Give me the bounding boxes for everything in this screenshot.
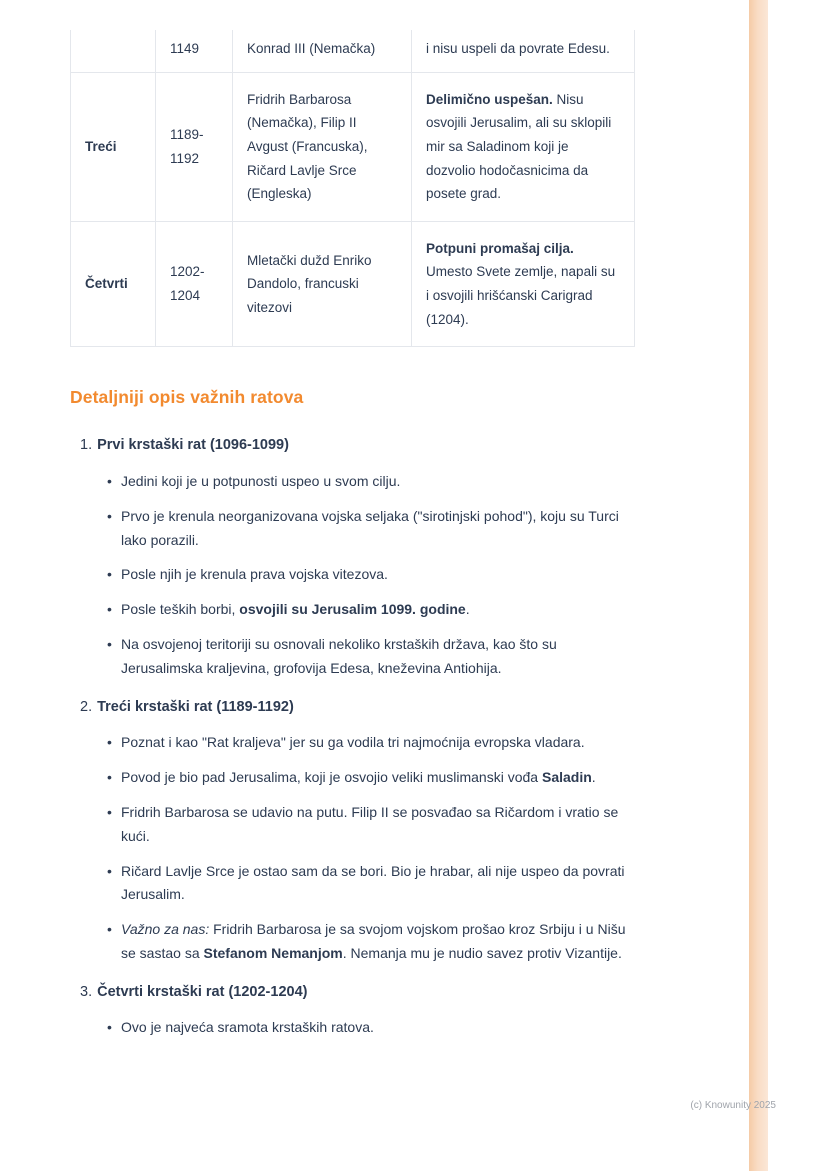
copyright-footer: (c) Knowunity 2025: [690, 1100, 776, 1111]
list-item-heading: Treći krstaški rat (1189-1192): [97, 698, 294, 715]
list-item-number: 3.: [80, 983, 93, 1000]
bullet-item: • Važno za nas: Fridrih Barbarosa je sa svojom vojskom prošao kroz Srbiju i u Nišu se sastao sa Stefanom Nemanjom. Nemanja mu je nudio savez protiv Vizantije.: [106, 918, 636, 966]
list-item-title: [70, 982, 636, 1004]
bullet-item: • Ričard Lavlje Srce je ostao sam da se bori. Bio je hrabar, ali nije uspeo da povrati Jerusalim.: [106, 860, 636, 908]
bullet-item: • Povod je bio pad Jerusalima, koji je osvojio veliki muslimanski vođa Saladin.: [106, 766, 636, 790]
section-heading: Detaljniji opis važnih ratova: [70, 387, 304, 408]
table-row-partial: [71, 30, 635, 72]
bullet-item: • Fridrih Barbarosa se udavio na putu. Filip II se posvađao sa Ričardom i vratio se kući.: [106, 801, 636, 849]
table-row-third-crusade: [71, 72, 635, 221]
cell-crusade-years: 1149: [156, 30, 233, 72]
bullet-item: • Poznat i kao "Rat kraljeva" jer su ga vodila tri najmoćnija evropska vladara.: [106, 731, 636, 755]
cell-crusade-name: Treći: [71, 72, 156, 221]
cell-crusade-years: 1202-1204: [156, 221, 233, 347]
bullet-list: [70, 731, 636, 965]
bullet-item: • Prvo je krenula neorganizovana vojska seljaka ("sirotinjski pohod"), koju su Turci lako porazili.: [106, 505, 636, 553]
list-item-heading: Četvrti krstaški rat (1202-1204): [97, 983, 308, 1000]
bullet-item: • Ovo je najveća sramota krstaških ratova.: [106, 1016, 636, 1040]
bullet-item: • Jedini koji je u potpunosti uspeo u svom cilju.: [106, 470, 636, 494]
document-content: [70, 0, 636, 1056]
cell-crusade-name: [71, 30, 156, 72]
cell-crusade-years: 1189-1192: [156, 72, 233, 221]
cell-crusade-leaders: Mletački dužd Enriko Dandolo, francuski vitezovi: [233, 221, 412, 347]
right-accent-stripe: [749, 0, 768, 1171]
list-item-heading: Prvi krstaški rat (1096-1099): [97, 437, 289, 454]
bullet-list: [70, 1016, 636, 1040]
table-row-fourth-crusade: [71, 221, 635, 347]
list-item-title: [70, 435, 636, 457]
cell-crusade-name: Četvrti: [71, 221, 156, 347]
list-item-first-crusade: [70, 435, 636, 680]
crusades-table: [70, 30, 635, 347]
list-item-fourth-crusade: [70, 982, 636, 1041]
cell-crusade-outcome: i nisu uspeli da povrate Edesu.: [412, 30, 635, 72]
bullet-item: • Posle teških borbi, osvojili su Jerusalim 1099. godine.: [106, 598, 636, 622]
cell-crusade-outcome: Potpuni promašaj cilja. Umesto Svete zemlje, napali su i osvojili hrišćanski Carigrad (1204).: [412, 221, 635, 347]
bullet-list: [70, 470, 636, 681]
list-item-number: 2.: [80, 698, 93, 715]
list-item-title: [70, 697, 636, 719]
cell-crusade-leaders: Fridrih Barbarosa (Nemačka), Filip II Avgust (Francuska), Ričard Lavlje Srce (Engleska): [233, 72, 412, 221]
bullet-item: • Na osvojenoj teritoriji su osnovali nekoliko krstaških država, kao što su Jerusalimska kraljevina, grofovija Edesa, kneževina Antiohija.: [106, 633, 636, 681]
cell-crusade-outcome: Delimično uspešan. Nisu osvojili Jerusalim, ali su sklopili mir sa Saladinom koji je dozvolio hodočasnicima da posete grad.: [412, 72, 635, 221]
list-item-third-crusade: [70, 697, 636, 966]
bullet-item: • Posle njih je krenula prava vojska vitezova.: [106, 563, 636, 587]
cell-crusade-leaders: Konrad III (Nemačka): [233, 30, 412, 72]
list-item-number: 1.: [80, 437, 93, 454]
